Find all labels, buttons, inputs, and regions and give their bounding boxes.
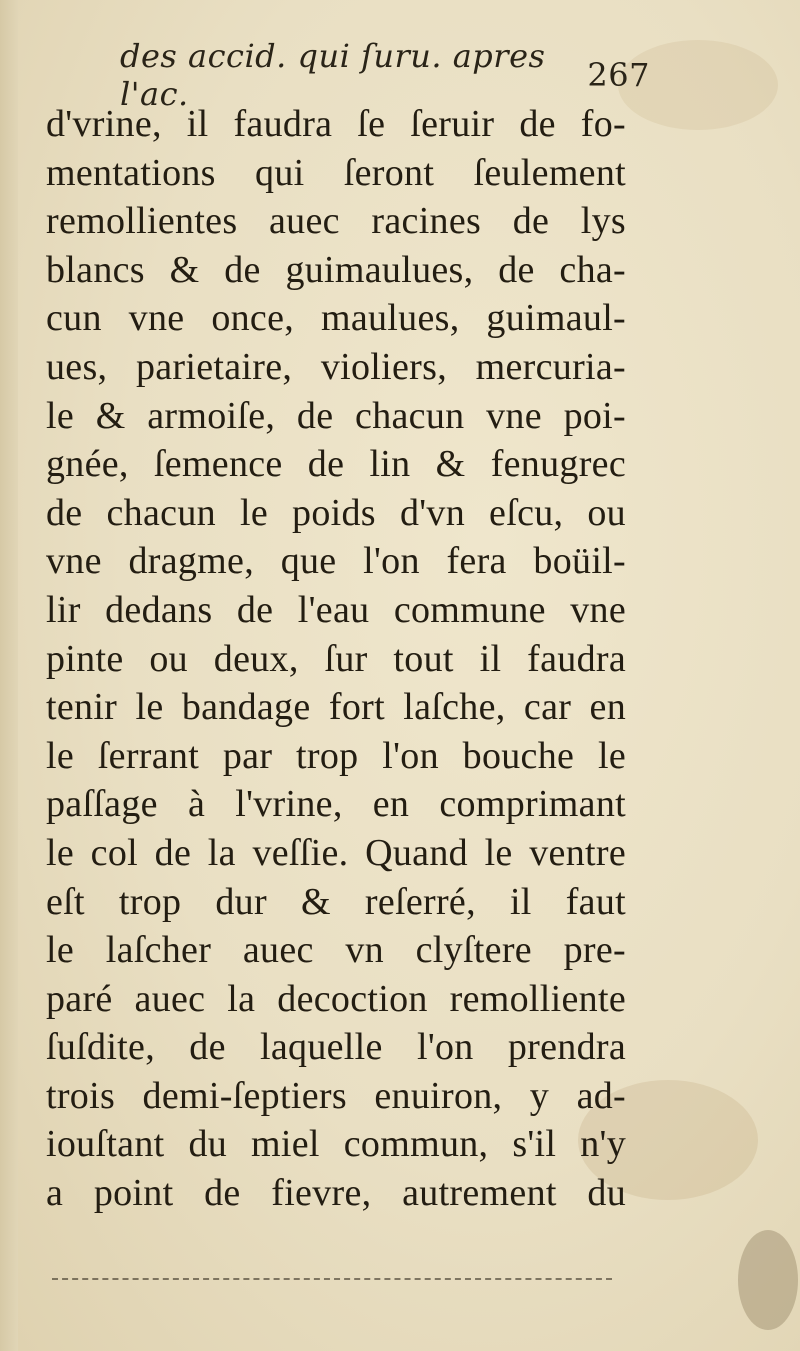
text-line: vne dragme, que l'on fera boüil- — [46, 540, 626, 583]
text-line: tenir le bandage fort laſche, car en — [46, 686, 626, 729]
text-line: blancs & de guimaulues, de cha- — [46, 248, 626, 291]
text-line: paré auec la decoction remolliente — [46, 977, 626, 1020]
running-head — [120, 37, 650, 113]
text-line: pinte ou deux, ſur tout il faudra — [46, 637, 626, 680]
paper-stain — [738, 1230, 798, 1330]
underline-rule — [52, 1272, 612, 1280]
text-line: ſuſdite, de laquelle l'on prendra — [46, 1026, 626, 1069]
text-line: le & armoiſe, de chacun vne poi- — [46, 394, 626, 437]
text-line: paſſage à l'vrine, en comprimant — [46, 783, 626, 826]
page-number: 267 — [587, 56, 650, 94]
text-line: gnée, ſemence de lin & fenugrec — [46, 443, 626, 486]
text-line: lir dedans de l'eau commune vne — [46, 588, 626, 631]
text-line: mentations qui ſeront ſeulement — [46, 151, 626, 194]
text-line: le ſerrant par trop l'on bouche le — [46, 734, 626, 777]
text-line: le laſcher auec vn clyſtere pre- — [46, 929, 626, 972]
text-line: le col de la veſſie. Quand le ventre — [46, 831, 626, 874]
body-text — [46, 100, 626, 1218]
text-line: d'vrine, il faudra ſe ſeruir de fo- — [46, 103, 626, 145]
running-head-title: des accid. qui ſuru. apres l'ac. — [120, 37, 546, 113]
text-line: iouſtant du miel commun, s'il n'y — [46, 1123, 626, 1166]
text-line: de chacun le poids d'vn eſcu, ou — [46, 491, 626, 534]
text-line: cun vne once, maulues, guimaul- — [46, 297, 626, 340]
text-line: a point de fievre, autrement du — [46, 1172, 626, 1215]
text-line: remollientes auec racines de lys — [46, 200, 626, 243]
text-line: ues, parietaire, violiers, mercuria- — [46, 345, 626, 388]
text-line: eſt trop dur & reſerré, il faut — [46, 880, 626, 923]
text-line: trois demi-ſeptiers enuiron, y ad- — [46, 1074, 626, 1117]
